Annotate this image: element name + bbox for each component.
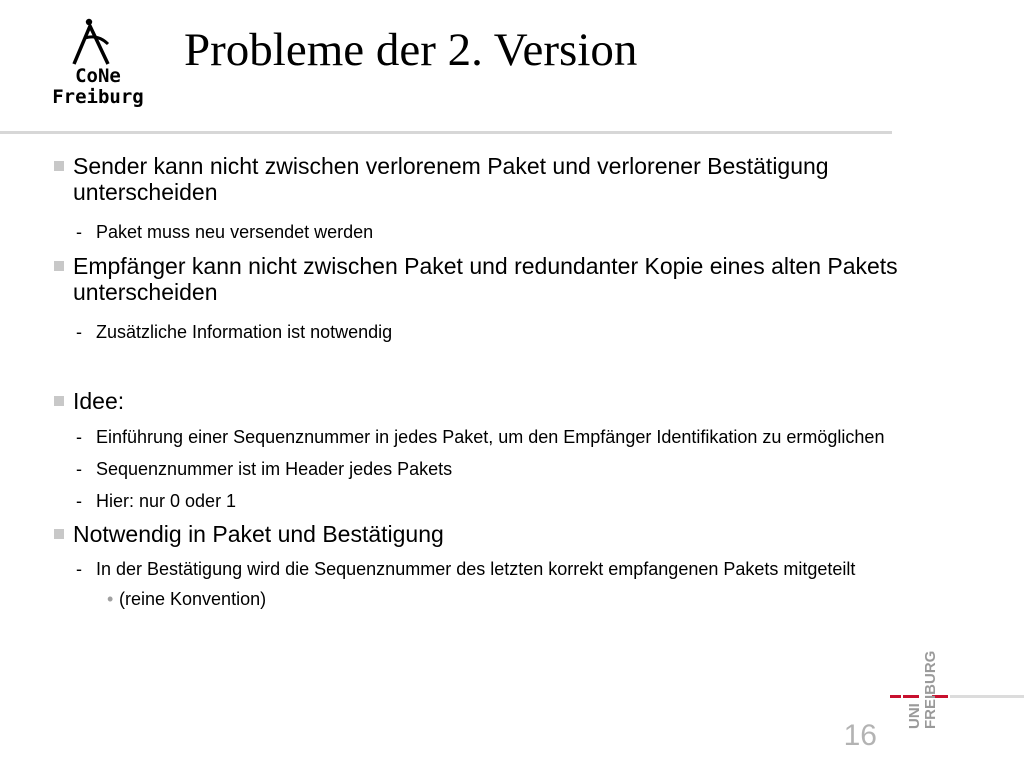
- square-bullet-icon: [54, 396, 64, 406]
- sub-bullet-text: Hier: nur 0 oder 1: [96, 491, 237, 511]
- bullet-text: Sender kann nicht zwischen verlorenem Paket und verlorener Bestätigung unterscheiden: [73, 153, 829, 205]
- sub-bullet-text: Sequenznummer ist im Header jedes Pakets: [96, 459, 453, 479]
- sub-bullet-item: [52, 458, 902, 480]
- logo-text-line1: CoNe: [75, 65, 121, 87]
- dash-bullet: -: [76, 459, 82, 479]
- dash-bullet: -: [76, 427, 82, 447]
- dash-bullet: -: [76, 559, 82, 579]
- bullet-item: [52, 253, 902, 305]
- sub-bullet-item: [52, 558, 902, 580]
- slide-content: [52, 153, 902, 610]
- sub-bullet-item: [52, 490, 902, 512]
- freiburg-text: FREIBURG: [922, 650, 939, 729]
- sub-bullet-text: Paket muss neu versendet werden: [96, 222, 374, 242]
- cone-logo-mark-icon: [68, 14, 124, 66]
- square-bullet-icon: [54, 529, 64, 539]
- sub-bullet-text: Einführung einer Sequenznummer in jedes Paket, um den Empfänger Identifikation zu ermöglichen: [96, 427, 885, 447]
- square-bullet-icon: [54, 261, 64, 271]
- uni-freiburg-logo: [890, 645, 1024, 735]
- dash-bullet: -: [76, 322, 82, 342]
- dot-bullet: •: [107, 589, 114, 609]
- sub-sub-bullet-text: (reine Konvention): [119, 589, 267, 609]
- sub-sub-bullet-item: [52, 588, 902, 610]
- title-divider: [0, 131, 892, 134]
- bullet-item: [52, 521, 902, 547]
- bullet-item: [52, 388, 902, 414]
- bullet-item: [52, 153, 902, 205]
- sub-bullet-text: Zusätzliche Information ist notwendig: [96, 322, 393, 342]
- page-number: 16: [843, 719, 877, 752]
- dash-bullet: -: [76, 222, 82, 242]
- sub-bullet-item: [52, 426, 902, 448]
- bullet-text: Notwendig in Paket und Bestätigung: [73, 521, 444, 547]
- bullet-text: Idee:: [73, 388, 125, 414]
- uni-text: UNI: [906, 703, 923, 729]
- square-bullet-icon: [54, 161, 64, 171]
- logo-text-line2: Freiburg: [52, 86, 144, 108]
- dash-bullet: -: [76, 491, 82, 511]
- sub-bullet-item: [52, 321, 902, 343]
- slide-title: Probleme der 2. Version: [184, 24, 638, 76]
- sub-bullet-item: [52, 221, 902, 243]
- cone-freiburg-logo: [40, 14, 156, 120]
- bullet-text: Empfänger kann nicht zwischen Paket und redundanter Kopie eines alten Pakets unterscheiden: [73, 253, 898, 305]
- sub-bullet-text: In der Bestätigung wird die Sequenznummer des letzten korrekt empfangenen Pakets mitgeteilt: [96, 559, 856, 579]
